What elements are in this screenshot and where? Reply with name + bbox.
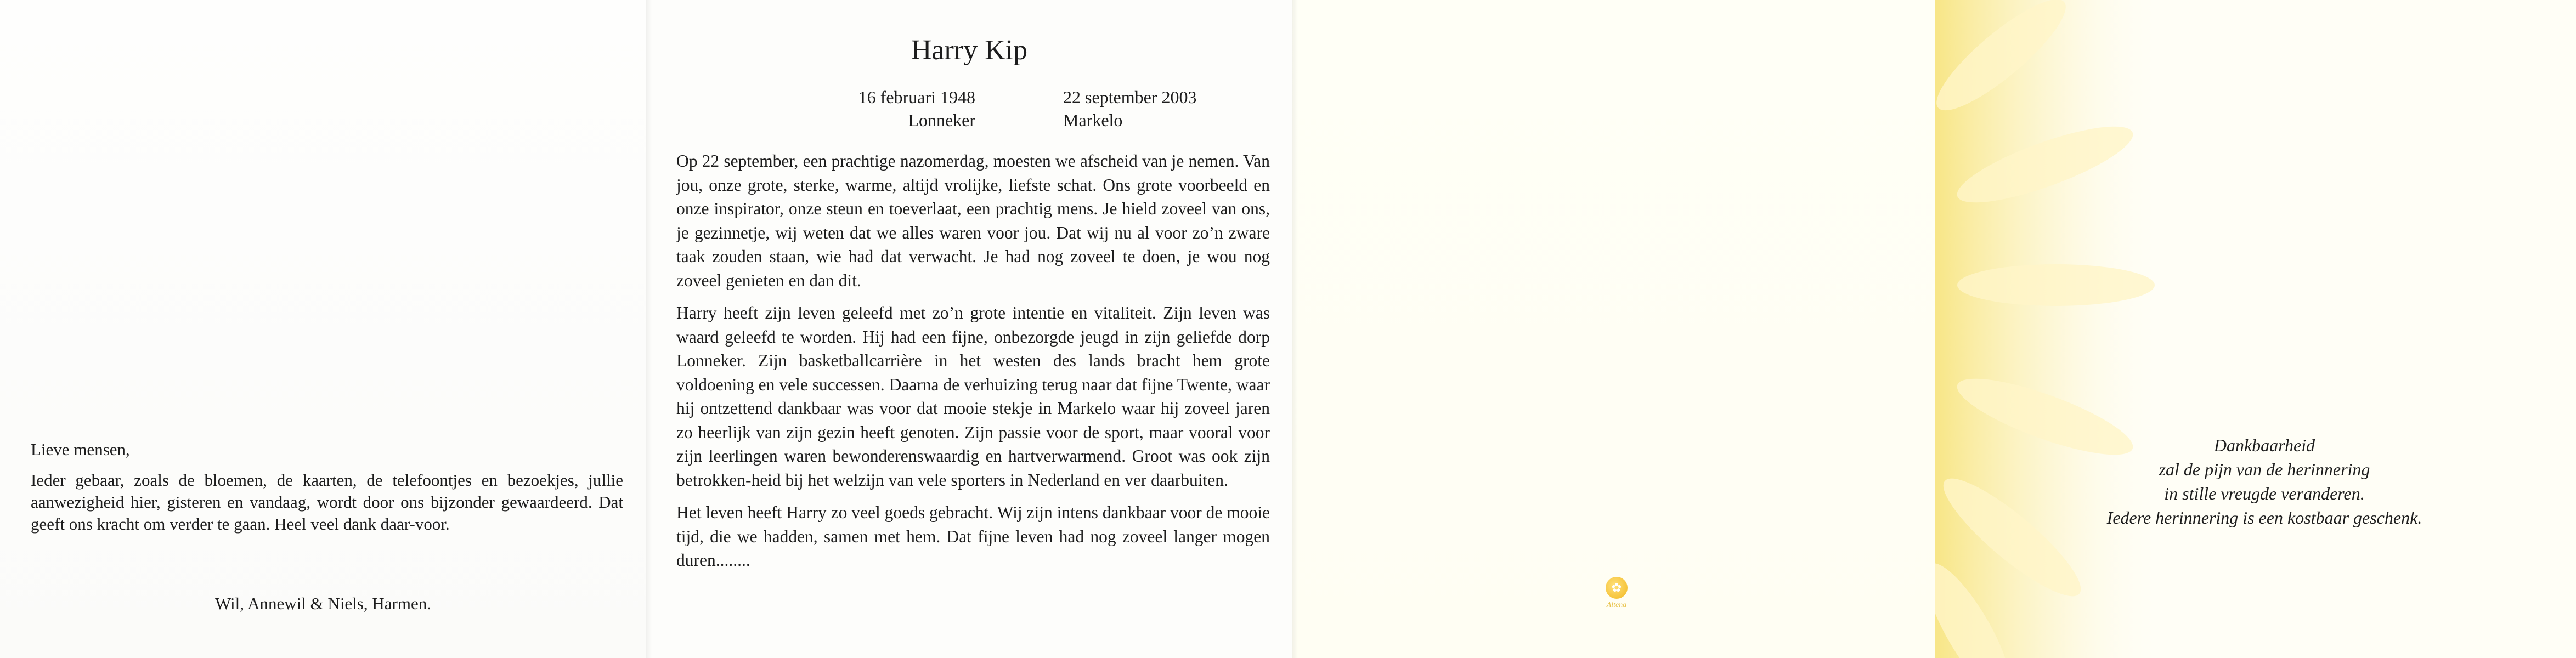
fold-shadow bbox=[1292, 0, 1298, 658]
publisher-logo bbox=[1606, 577, 1628, 610]
card-panel-poem bbox=[1935, 0, 2576, 658]
card-panel-obituary bbox=[646, 0, 1292, 658]
publisher-logo-text: Altena bbox=[1606, 601, 1627, 609]
obituary-paragraph: Het leven heeft Harry zo veel goeds gebracht. Wij zijn intens dankbaar voor de mooie tijd, die we hadden, samen met hem. Dat fijne leven had nog zoveel langer mogen duren........ bbox=[676, 503, 1270, 570]
sunflower-logo-icon: ✿ bbox=[1606, 577, 1628, 599]
death-place: Markelo bbox=[1063, 110, 1123, 130]
obituary-text bbox=[676, 149, 1270, 581]
fold-shadow bbox=[646, 0, 652, 658]
poem-line: Iedere herinnering is een kostbaar geschenk. bbox=[2106, 508, 2422, 527]
poem-line: zal de pijn van de herinnering bbox=[2159, 460, 2370, 479]
death-date: 22 september 2003 bbox=[1063, 87, 1197, 107]
death-info bbox=[1063, 86, 1283, 132]
card-panel-thanks bbox=[0, 0, 646, 658]
birth-info bbox=[674, 86, 975, 132]
birth-date: 16 februari 1948 bbox=[858, 87, 975, 107]
thanks-message-block bbox=[31, 439, 623, 544]
card-panel-blank bbox=[1292, 0, 1935, 658]
family-signature: Wil, Annewil & Niels, Harmen. bbox=[215, 594, 431, 613]
poem-line: Dankbaarheid bbox=[2213, 435, 2315, 455]
birth-place: Lonneker bbox=[908, 110, 975, 130]
daisy-flower-image bbox=[1935, 0, 2166, 658]
thanks-message: Ieder gebaar, zoals de bloemen, de kaarten, de telefoontjes en bezoekjes, jullie aanwezigheid hier, gisteren en vandaag, wordt door ons bijzonder gewaardeerd. Dat geeft ons kracht om verder te gaan. Heel veel dank daar-voor. bbox=[31, 470, 623, 534]
salutation: Lieve mensen, bbox=[31, 440, 130, 459]
deceased-name: Harry Kip bbox=[911, 35, 1028, 66]
obituary-paragraph: Op 22 september, een prachtige nazomerdag, moesten we afscheid van je nemen. Van jou, onze grote, sterke, warme, altijd vrolijke, liefste schat. Ons grote voorbeeld en onze inspirator, onze steun en toeverlaat, een prachtig mens. Je hield zoveel van ons, je gezinnetje, wij weten dat we alles waren voor jou. Dat wij nu al voor zo’n zware taak zouden staan, wie had dat verwacht. Je had nog zoveel te doen, je wou nog zoveel genieten en dan dit. bbox=[676, 151, 1270, 290]
obituary-paragraph: Harry heeft zijn leven geleefd met zo’n grote intentie en vitaliteit. Zijn leven was waard geleefd te worden. Hij had een fijne, onbezorgde jeugd in zijn geliefde dorp Lonneker. Zijn basketballcarrière in het westen des lands bracht hem grote voldoening en vele successen. Daarna de verhuizing terug naar dat fijne Twente, waar hij ontzettend dankbaar was voor dat mooie stekje in Markelo waar hij zoveel jaren zo heerlijk van zijn gezin heeft genoten. Zijn passie voor de sport, maar vooral voor zijn leerlingen waren bewonderenswaardig en hartverwarmend. Groot was ook zijn betrokken-heid bij het welzijn van vele sporters in Nederland en ver daarbuiten. bbox=[676, 303, 1270, 490]
poem bbox=[2018, 433, 2511, 530]
poem-line: in stille vreugde veranderen. bbox=[2164, 484, 2365, 503]
